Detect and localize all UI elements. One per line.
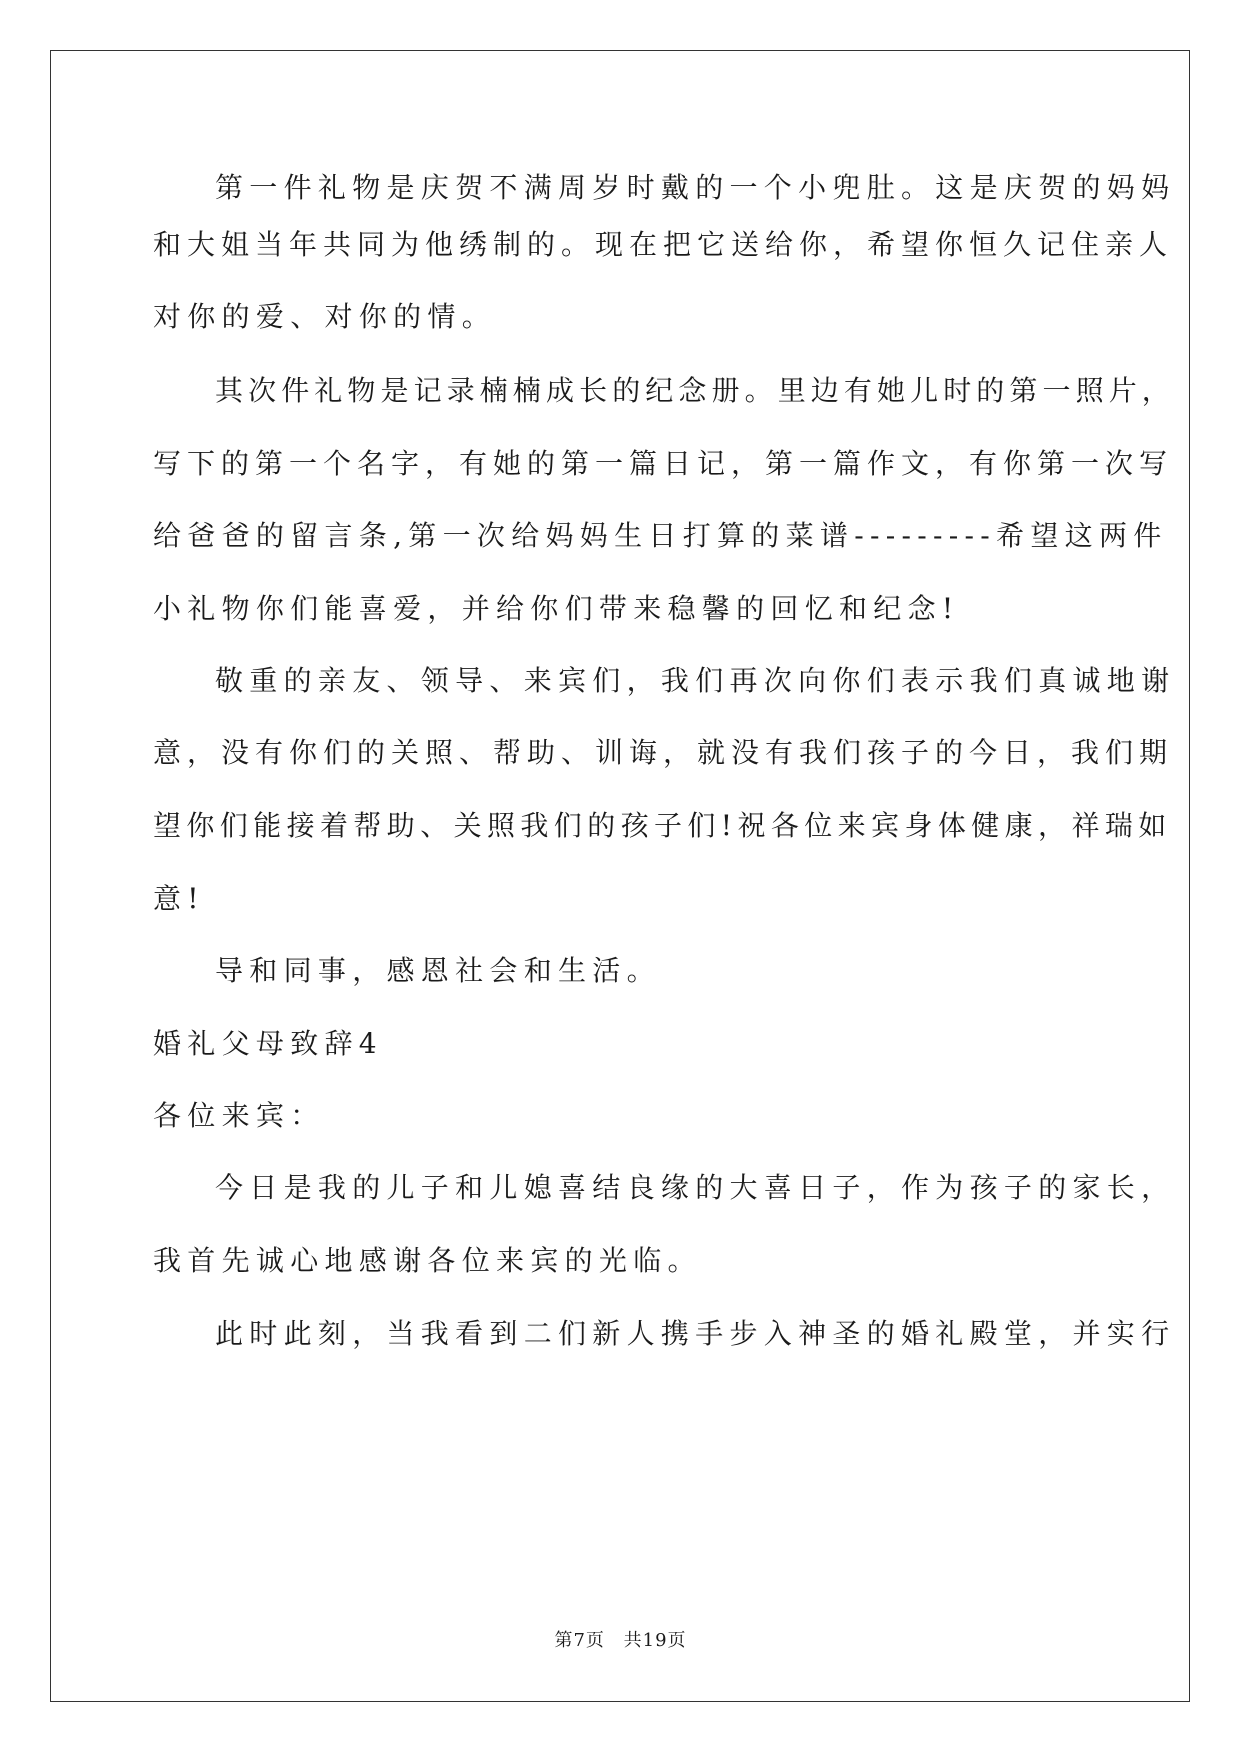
page-footer xyxy=(0,1626,1241,1652)
text-line: 意，没有你们的关照、帮助、训诲，就没有我们孩子的今日，我们期 xyxy=(153,736,1174,769)
salutation: 各位来宾： xyxy=(153,1099,325,1132)
text-line: 第一件礼物是庆贺不满周岁时戴的一个小兜肚。这是庆贺的妈妈 xyxy=(215,171,1176,204)
text-line: 望你们能接着帮助、关照我们的孩子们!祝各位来宾身体健康，祥瑞如 xyxy=(153,809,1172,842)
text-line: 小礼物你们能喜爱，并给你们带来稳馨的回忆和纪念! xyxy=(153,592,960,625)
text-line: 我首先诚心地感谢各位来宾的光临。 xyxy=(153,1244,702,1277)
text-line: 写下的第一个名字，有她的第一篇日记，第一篇作文，有你第一次写 xyxy=(153,447,1174,480)
text-line: 给爸爸的留言条,第一次给妈妈生日打算的菜谱---------希望这两件 xyxy=(153,519,1168,552)
text-line: 导和同事，感恩社会和生活。 xyxy=(215,954,661,987)
text-line: 对你的爱、对你的情。 xyxy=(153,300,497,333)
text-line: 此时此刻，当我看到二们新人携手步入神圣的婚礼殿堂，并实行 xyxy=(215,1317,1176,1350)
section-heading: 婚礼父母致辞4 xyxy=(153,1027,383,1060)
text-line: 其次件礼物是记录楠楠成长的纪念册。里边有她儿时的第一照片， xyxy=(215,374,1175,407)
text-line: 敬重的亲友、领导、来宾们，我们再次向你们表示我们真诚地谢 xyxy=(215,664,1176,697)
page-total: 共19页 xyxy=(623,1630,687,1651)
text-line: 和大姐当年共同为他绣制的。现在把它送给你，希望你恒久记住亲人 xyxy=(153,228,1174,261)
text-line: 意! xyxy=(153,882,205,915)
page-number: 第7页 xyxy=(554,1630,605,1651)
text-line: 今日是我的儿子和儿媳喜结良缘的大喜日子，作为孩子的家长， xyxy=(215,1171,1176,1204)
